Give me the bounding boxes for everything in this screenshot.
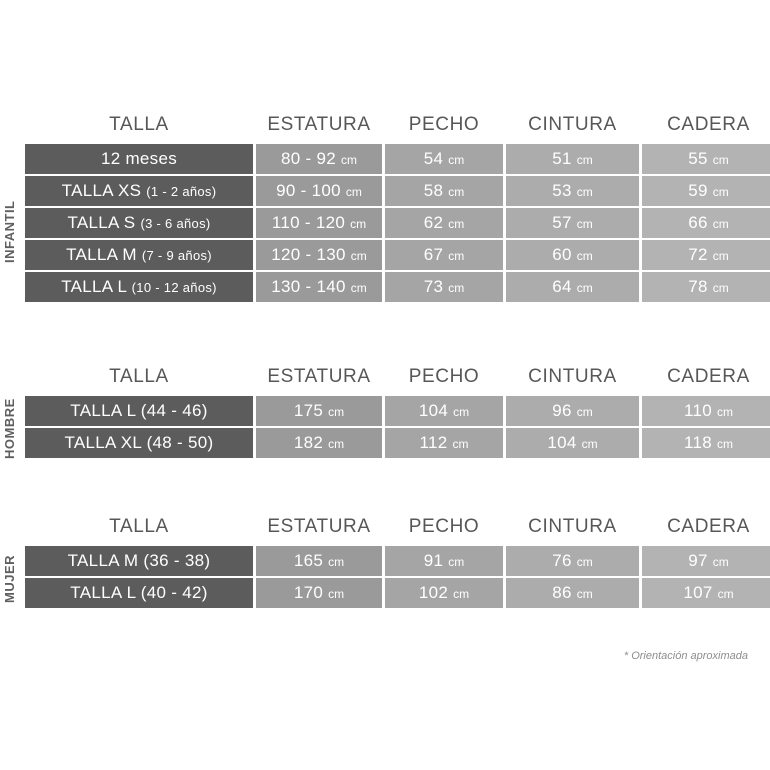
- cell-value: 64: [552, 277, 572, 296]
- cell-value: 90 - 100: [276, 181, 341, 200]
- section-label-mujer: MUJER: [2, 555, 17, 604]
- row-size-name: [25, 144, 253, 174]
- cell-value: 175: [293, 401, 324, 420]
- cell-value: 66: [688, 213, 708, 232]
- table-row: [25, 272, 770, 302]
- cell-value: 110: [683, 401, 712, 420]
- column-header-pecho: PECHO: [408, 516, 480, 537]
- cell-unit: cm: [581, 437, 598, 451]
- cell-value: 112: [419, 433, 448, 452]
- cell-pecho: [385, 546, 503, 576]
- size-name-text: TALLA M (36 - 38): [67, 551, 211, 570]
- row-size-name: [25, 272, 253, 302]
- size-name-text: TALLA S: [67, 213, 141, 232]
- cell-unit: cm: [350, 217, 367, 231]
- cell-value: 182: [293, 433, 324, 452]
- size-name-text: 12 meses: [100, 149, 178, 168]
- cell-cadera: [642, 428, 770, 458]
- cell-value: 67: [423, 245, 444, 264]
- section-label-hombre: HOMBRE: [2, 398, 17, 460]
- cell-unit: cm: [712, 185, 729, 199]
- table-row: [25, 578, 770, 608]
- cell-cintura: [506, 176, 639, 206]
- section-label-infantil: INFANTIL: [2, 200, 17, 264]
- cell-unit: cm: [712, 555, 729, 569]
- cell-cadera: [642, 176, 770, 206]
- cell-unit: cm: [328, 555, 345, 569]
- cell-unit: cm: [717, 405, 734, 419]
- row-size-name: [25, 240, 253, 270]
- cell-value: 60: [552, 245, 572, 264]
- size-name-text: TALLA L (44 - 46): [70, 401, 208, 420]
- cell-estatura: [256, 546, 382, 576]
- cell-unit: cm: [448, 153, 465, 167]
- table-hombre: [22, 362, 770, 460]
- size-table-infantil: [0, 110, 770, 304]
- row-size-name: [25, 428, 253, 458]
- table-header-row: [25, 514, 770, 544]
- table-row: [25, 546, 770, 576]
- cell-unit: cm: [576, 405, 593, 419]
- cell-value: 96: [552, 401, 572, 420]
- table-row: [25, 396, 770, 426]
- size-table-mujer: [0, 512, 770, 610]
- cell-pecho: [385, 272, 503, 302]
- table-row: [25, 240, 770, 270]
- cell-cadera: [642, 546, 770, 576]
- size-name-sub: (10 - 12 años): [131, 280, 217, 295]
- cell-estatura: [256, 428, 382, 458]
- cell-unit: cm: [448, 281, 465, 295]
- cell-unit: cm: [328, 405, 345, 419]
- cell-estatura: [256, 272, 382, 302]
- cell-value: 58: [423, 181, 444, 200]
- column-header-estatura: ESTATURA: [267, 516, 371, 537]
- cell-value: 55: [688, 149, 708, 168]
- column-header-cintura: CINTURA: [528, 366, 617, 387]
- cell-value: 110 - 120: [271, 213, 346, 232]
- size-name-text: TALLA L: [61, 277, 132, 296]
- cell-unit: cm: [712, 153, 729, 167]
- cell-value: 57: [552, 213, 572, 232]
- column-header-pecho: PECHO: [408, 366, 480, 387]
- cell-value: 80 - 92: [280, 149, 336, 168]
- cell-unit: cm: [453, 587, 470, 601]
- row-size-name: [25, 546, 253, 576]
- cell-cadera: [642, 396, 770, 426]
- cell-unit: cm: [712, 249, 729, 263]
- cell-unit: cm: [576, 281, 593, 295]
- column-header-talla: TALLA: [109, 114, 169, 135]
- cell-unit: cm: [576, 153, 593, 167]
- column-header-talla: TALLA: [109, 366, 169, 387]
- size-table-hombre: [0, 362, 770, 460]
- cell-value: 104: [547, 433, 577, 452]
- cell-cadera: [642, 272, 770, 302]
- cell-pecho: [385, 578, 503, 608]
- cell-cintura: [506, 144, 639, 174]
- cell-cintura: [506, 240, 639, 270]
- cell-value: 54: [423, 149, 444, 168]
- cell-cadera: [642, 144, 770, 174]
- cell-pecho: [385, 240, 503, 270]
- cell-unit: cm: [350, 249, 367, 263]
- column-header-pecho: PECHO: [408, 114, 480, 135]
- cell-unit: cm: [328, 437, 345, 451]
- cell-unit: cm: [712, 281, 729, 295]
- cell-value: 165: [293, 551, 324, 570]
- cell-value: 120 - 130: [271, 245, 346, 264]
- cell-value: 72: [688, 245, 708, 264]
- cell-unit: cm: [717, 437, 734, 451]
- table-row: [25, 176, 770, 206]
- cell-cintura: [506, 578, 639, 608]
- cell-estatura: [256, 208, 382, 238]
- cell-value: 59: [688, 181, 708, 200]
- cell-value: 170: [293, 583, 324, 602]
- cell-pecho: [385, 396, 503, 426]
- cell-value: 104: [418, 401, 449, 420]
- cell-value: 78: [688, 277, 708, 296]
- cell-pecho: [385, 428, 503, 458]
- cell-pecho: [385, 208, 503, 238]
- cell-cadera: [642, 208, 770, 238]
- cell-cintura: [506, 428, 639, 458]
- column-header-estatura: ESTATURA: [267, 114, 371, 135]
- cell-unit: cm: [576, 217, 593, 231]
- column-header-cintura: CINTURA: [528, 114, 617, 135]
- cell-value: 118: [683, 433, 712, 452]
- size-name-sub: (7 - 9 años): [141, 248, 212, 263]
- cell-unit: cm: [452, 437, 469, 451]
- cell-estatura: [256, 176, 382, 206]
- table-row: [25, 144, 770, 174]
- cell-unit: cm: [328, 587, 345, 601]
- cell-unit: cm: [448, 249, 465, 263]
- size-name-text: TALLA XL (48 - 50): [64, 433, 214, 452]
- cell-unit: cm: [576, 555, 593, 569]
- cell-unit: cm: [350, 281, 367, 295]
- row-size-name: [25, 396, 253, 426]
- row-size-name: [25, 208, 253, 238]
- size-name-text: TALLA M: [66, 245, 142, 264]
- cell-value: 53: [552, 181, 572, 200]
- table-row: [25, 428, 770, 458]
- column-header-cadera: CADERA: [667, 516, 750, 537]
- cell-value: 91: [423, 551, 444, 570]
- cell-estatura: [256, 144, 382, 174]
- table-mujer: [22, 512, 770, 610]
- table-header-row: [25, 364, 770, 394]
- footnote: * Orientación aproximada: [623, 650, 748, 662]
- size-name-text: TALLA L (40 - 42): [70, 583, 208, 602]
- cell-value: 62: [423, 213, 444, 232]
- cell-unit: cm: [341, 153, 358, 167]
- row-size-name: [25, 578, 253, 608]
- cell-value: 51: [552, 149, 572, 168]
- cell-unit: cm: [345, 185, 362, 199]
- cell-value: 76: [552, 551, 572, 570]
- cell-estatura: [256, 578, 382, 608]
- cell-estatura: [256, 240, 382, 270]
- cell-cintura: [506, 208, 639, 238]
- size-name-sub: (3 - 6 años): [140, 216, 211, 231]
- cell-value: 73: [423, 277, 444, 296]
- cell-cintura: [506, 272, 639, 302]
- size-name-text: TALLA XS: [61, 181, 147, 200]
- cell-pecho: [385, 176, 503, 206]
- cell-cintura: [506, 546, 639, 576]
- cell-unit: cm: [712, 217, 729, 231]
- size-name-sub: (1 - 2 años): [146, 184, 217, 199]
- column-header-cadera: CADERA: [667, 114, 750, 135]
- column-header-cadera: CADERA: [667, 366, 750, 387]
- row-size-name: [25, 176, 253, 206]
- cell-unit: cm: [448, 217, 465, 231]
- cell-unit: cm: [448, 555, 465, 569]
- cell-value: 97: [688, 551, 708, 570]
- column-header-cintura: CINTURA: [528, 516, 617, 537]
- cell-value: 107: [683, 583, 713, 602]
- cell-unit: cm: [576, 185, 593, 199]
- cell-unit: cm: [453, 405, 470, 419]
- table-header-row: [25, 112, 770, 142]
- cell-pecho: [385, 144, 503, 174]
- table-row: [25, 208, 770, 238]
- table-infantil: [22, 110, 770, 304]
- cell-cintura: [506, 396, 639, 426]
- cell-estatura: [256, 396, 382, 426]
- column-header-estatura: ESTATURA: [267, 366, 371, 387]
- cell-unit: cm: [717, 587, 734, 601]
- cell-cadera: [642, 240, 770, 270]
- cell-value: 102: [418, 583, 449, 602]
- cell-cadera: [642, 578, 770, 608]
- column-header-talla: TALLA: [109, 516, 169, 537]
- cell-unit: cm: [576, 249, 593, 263]
- cell-unit: cm: [576, 587, 593, 601]
- cell-value: 86: [552, 583, 572, 602]
- cell-unit: cm: [448, 185, 465, 199]
- cell-value: 130 - 140: [271, 277, 346, 296]
